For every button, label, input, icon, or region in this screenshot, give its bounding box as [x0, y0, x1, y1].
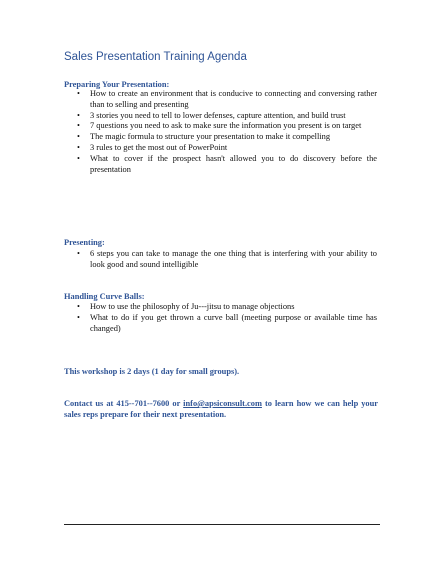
email-link[interactable]: info@apsiconsult.com	[183, 399, 262, 408]
list-item: • 3 rules to get the most out of PowerPoint	[77, 143, 377, 154]
list-item: • What to do if you get thrown a curve ball (meeting purpose or available time has changed)	[77, 313, 377, 335]
section-heading-curve-balls: Handling Curve Balls:	[64, 292, 145, 301]
list-item: • 6 steps you can take to manage the one thing that is interfering with your ability to look good and sound intelligible	[77, 249, 377, 271]
section-heading-preparing: Preparing Your Presentation:	[64, 80, 170, 89]
contact-paragraph	[64, 399, 378, 421]
preparing-list	[77, 89, 377, 175]
list-item: • 3 stories you need to tell to lower defenses, capture attention, and build trust	[77, 111, 377, 122]
list-item: • The magic formula to structure your presentation to make it compelling	[77, 132, 377, 143]
list-item: • What to cover if the prospect hasn't allowed you to do discovery before the presentation	[77, 154, 377, 176]
list-item: • How to use the philosophy of Ju---jitsu to manage objections	[77, 302, 377, 313]
presenting-list	[77, 249, 377, 271]
curve-balls-list	[77, 302, 377, 334]
contact-suffix: to learn how we can help your sales reps prepare for their next presentation.	[64, 399, 378, 419]
document-title: Sales Presentation Training Agenda	[64, 51, 247, 63]
workshop-note: This workshop is 2 days (1 day for small groups).	[64, 367, 240, 376]
section-heading-presenting: Presenting:	[64, 238, 105, 247]
list-item: • 7 questions you need to ask to make sure the information you present is on target	[77, 121, 377, 132]
contact-prefix: Contact us at 415--701--7600 or	[64, 399, 184, 408]
list-item: • How to create an environment that is conducive to connecting and conversing rather than to selling and presenting	[77, 89, 377, 111]
footer-rule	[64, 524, 380, 525]
